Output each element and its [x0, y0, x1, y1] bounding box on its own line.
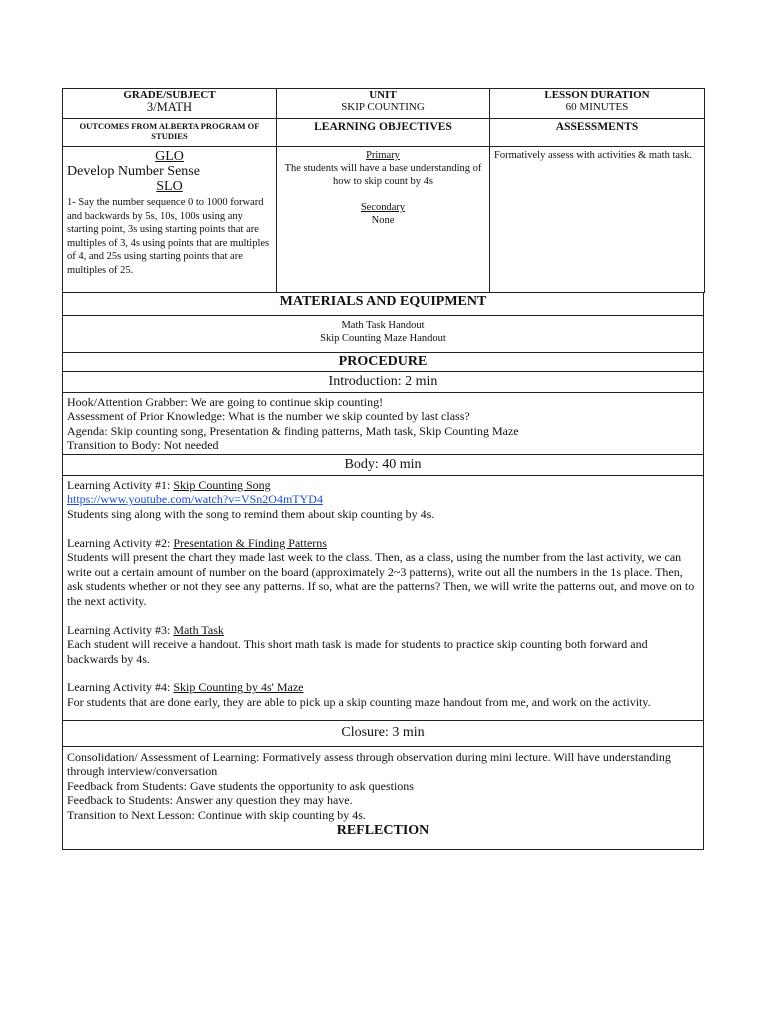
- closure-row: [63, 746, 704, 849]
- header-row: [63, 89, 705, 119]
- activity-heading: [67, 478, 699, 493]
- reflection-title: REFLECTION: [336, 822, 430, 838]
- outcomes-header-cell: [63, 119, 277, 147]
- activity-2: [67, 536, 699, 609]
- procedure-title: PROCEDURE: [63, 352, 704, 371]
- body-table: [62, 293, 704, 850]
- body-title: Body: 40 min: [63, 454, 704, 475]
- secondary-text: None: [371, 215, 395, 226]
- glo-label: GLO: [155, 149, 184, 164]
- activity-name: Presentation & Finding Patterns: [173, 535, 327, 550]
- lesson-plan: [62, 88, 704, 850]
- objectives-header-cell: [277, 119, 490, 147]
- activity-prefix: Learning Activity #2:: [67, 535, 174, 550]
- grade-subject-value: 3/MATH: [146, 100, 193, 114]
- closure-title-row: [63, 720, 704, 746]
- details-row: [63, 147, 705, 293]
- secondary-label: Secondary: [360, 202, 406, 213]
- activity-1: [67, 478, 699, 522]
- procedure-title-row: [63, 352, 704, 371]
- outcomes-cell: [63, 147, 277, 293]
- materials-title: MATERIALS AND EQUIPMENT: [63, 293, 704, 315]
- header-table: [62, 88, 705, 293]
- intro-row: [63, 392, 704, 454]
- closure-title: Closure: 3 min: [63, 720, 704, 746]
- activity-text: Each student will receive a handout. This short math task is made for students to practice skip counting both forward and backwards by 4s.: [67, 637, 648, 666]
- primary-label: Primary: [366, 150, 400, 161]
- duration-cell: [490, 89, 705, 119]
- body-cell: [63, 475, 704, 720]
- unit-cell: [277, 89, 490, 119]
- closure-cell: [63, 746, 704, 849]
- materials-item: Skip Counting Maze Handout: [320, 332, 446, 344]
- objectives-cell: [277, 147, 490, 293]
- body-title-row: [63, 454, 704, 475]
- activity-name: Skip Counting by 4s' Maze: [173, 680, 304, 695]
- body-row: [63, 475, 704, 720]
- activity-text: Students sing along with the song to remind them about skip counting by 4s.: [67, 507, 435, 522]
- activity-heading: [67, 623, 699, 638]
- materials-cell: [63, 315, 704, 352]
- unit-value: SKIP COUNTING: [341, 101, 425, 113]
- activity-name: Math Task: [173, 622, 224, 637]
- materials-item: Math Task Handout: [341, 319, 425, 331]
- slo-label: SLO: [156, 179, 183, 194]
- outcomes-label: OUTCOMES FROM ALBERTA PROGRAM OF STUDIES: [79, 121, 260, 141]
- intro-line: Agenda: Skip counting song, Presentation & finding patterns, Math task, Skip Counting Maze: [67, 423, 519, 438]
- intro-cell: [63, 392, 704, 454]
- glo-text: Develop Number Sense: [67, 164, 200, 179]
- primary-text: The students will have a base understanding of how to skip count by 4s: [284, 163, 482, 187]
- closure-line: Transition to Next Lesson: Continue with skip counting by 4s.: [67, 807, 366, 822]
- duration-label: LESSON DURATION: [544, 89, 650, 101]
- activity-prefix: Learning Activity #1:: [67, 477, 174, 492]
- intro-line: Transition to Body: Not needed: [67, 438, 219, 453]
- activity-heading: [67, 536, 699, 551]
- activity-heading: [67, 680, 699, 695]
- materials-title-row: [63, 293, 704, 315]
- grade-subject-label: GRADE/SUBJECT: [123, 89, 216, 101]
- activity-prefix: Learning Activity #3:: [67, 622, 174, 637]
- assessments-cell: [490, 147, 705, 293]
- activity-text: For students that are done early, they are able to pick up a skip counting maze handout from me, and work on the activity.: [67, 695, 651, 709]
- activity-name: Skip Counting Song: [173, 477, 271, 492]
- activity-text: Students will present the chart they made last week to the class. Then, as a class, using the number from the last activity, we can write out a certain amount of number on the board (approximately 2~3 patterns), write out all the numbers in the 1s place. Then, ask students whether or not they see any patterns. If so, what are the patterns? Then, we will write the patterns out, and move on to the next activity.: [67, 550, 695, 609]
- activity-prefix: Learning Activity #4:: [67, 680, 174, 695]
- closure-line: Feedback to Students: Answer any question they may have.: [67, 793, 353, 808]
- objectives-label: LEARNING OBJECTIVES: [314, 121, 452, 133]
- closure-line: Feedback from Students: Gave students the opportunity to ask questions: [67, 778, 414, 793]
- assessments-text: Formatively assess with activities & math task.: [494, 150, 693, 161]
- slo-text: 1- Say the number sequence 0 to 1000 forward and backwards by 5s, 10s, 100s using any starting point, 3s using starting points that are multiples of 3, 4s using points that are multiples of 4, and 25s using starting points that are multiples of 25.: [67, 197, 270, 276]
- unit-label: UNIT: [369, 89, 397, 101]
- youtube-link[interactable]: https://www.youtube.com/watch?v=VSn2O4mTYD4: [67, 492, 323, 507]
- activity-3: [67, 623, 699, 667]
- assessments-header-cell: [490, 119, 705, 147]
- closure-line: Consolidation/ Assessment of Learning: Formatively assess through observation during mini lecture. Will have understanding through interview/conversation: [67, 749, 671, 779]
- grade-subject-cell: [63, 89, 277, 119]
- activity-4: [67, 680, 699, 709]
- materials-row: [63, 315, 704, 352]
- subheader-row: [63, 119, 705, 147]
- intro-line: Assessment of Prior Knowledge: What is the number we skip counted by last class?: [67, 409, 470, 424]
- intro-line: Hook/Attention Grabber: We are going to continue skip counting!: [67, 394, 384, 409]
- duration-value: 60 MINUTES: [565, 101, 629, 113]
- intro-title-row: [63, 371, 704, 392]
- assessments-label: ASSESSMENTS: [555, 121, 639, 133]
- intro-title: Introduction: 2 min: [63, 371, 704, 392]
